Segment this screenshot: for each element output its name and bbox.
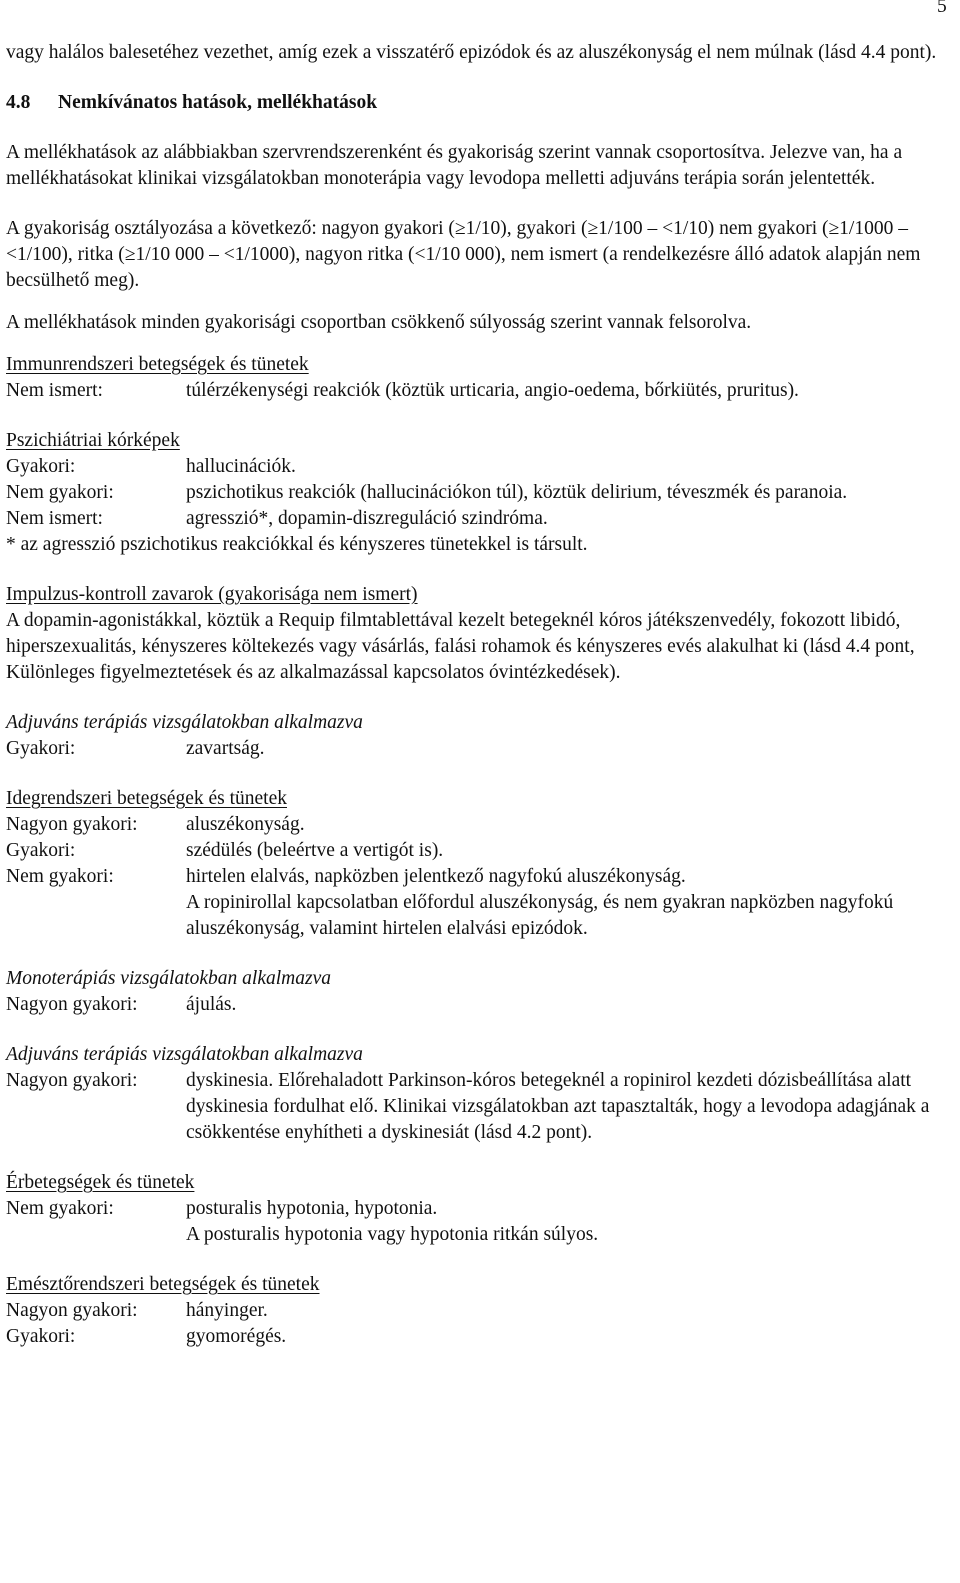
vascular-row [6,1196,954,1222]
frequency-label: Gyakori: [6,840,76,861]
vascular-heading: Érbetegségek és tünetek [6,1172,195,1193]
grouping-paragraph: A mellékhatások az alábbiakban szervrendszerenként és gyakoriság szerint vannak csoportosítva. Jelezve van, ha a mellékhatásokat klinikai vizsgálatokban monoterápia vagy levodopa melletti adjuváns terápia során jelentették. [6,142,903,189]
monotherapy-heading: Monoterápiás vizsgálatokban alkalmazva [6,968,331,989]
reaction-text: gyomorégés. [186,1326,287,1347]
nervous-row [6,812,954,838]
psych-footnote: * az agresszió pszichotikus reakciókkal és kényszeres tünetekkel is társult. [6,534,588,555]
frequency-label: Nagyon gyakori: [6,1070,138,1091]
section-heading [6,90,954,116]
gi-row [6,1298,954,1324]
document-body [6,40,954,1350]
frequency-label: Gyakori: [6,456,76,477]
page-number: 5 [937,0,947,17]
frequency-paragraph: A gyakoriság osztályozása a következő: nagyon gyakori (≥1/10), gyakori (≥1/100 – <1/10) nem gyakori (≥1/1000 – <1/100), ritka (≥1/10 000 – <1/1000), nagyon ritka (<1/10 000), nem ismert (a rendelkezésre álló adatok alapján nem becsülhető meg). [6,218,921,291]
reaction-text: túlérzékenységi reakciók (köztük urticaria, angio-oedema, bőrkiütés, pruritus). [186,380,799,401]
reaction-text: ájulás. [186,994,237,1015]
gi-row [6,1324,954,1350]
gi-heading: Emésztőrendszeri betegségek és tünetek [6,1274,320,1295]
immune-row [6,378,954,404]
frequency-label: Nem ismert: [6,508,103,529]
frequency-label: Gyakori: [6,738,76,759]
frequency-label: Nem gyakori: [6,1198,114,1219]
section-title: Nemkívánatos hatások, mellékhatások [58,92,378,113]
reaction-text: hallucinációk. [186,456,296,477]
reaction-text: agresszió*, dopamin-diszreguláció szindróma. [186,508,548,529]
vascular-note-row [6,1222,954,1248]
psych-row [6,454,954,480]
nervous-heading: Idegrendszeri betegségek és tünetek [6,788,287,809]
frequency-label: Nem gyakori: [6,866,114,887]
nervous-row [6,838,954,864]
immune-heading: Immunrendszeri betegségek és tünetek [6,354,309,375]
psych-heading: Pszichiátriai kórképek [6,430,180,451]
frequency-label: Nagyon gyakori: [6,1300,138,1321]
adjuvant-row [6,1068,954,1146]
psych-row [6,506,954,532]
nervous-row [6,864,954,890]
reaction-text: aluszékonyság. [186,814,305,835]
nervous-note: A ropinirollal kapcsolatban előfordul aluszékonyság, és nem gyakran napközben nagyfokú aluszékonyság, valamint hirtelen elalvási epizódok. [186,892,894,939]
section-number: 4.8 [6,92,31,113]
frequency-label: Nem ismert: [6,380,103,401]
adjuvant-row [6,736,954,762]
vascular-note: A posturalis hypotonia vagy hypotonia ritkán súlyos. [186,1224,599,1245]
severity-paragraph: A mellékhatások minden gyakorisági csoportban csökkenő súlyosság szerint vannak felsorolva. [6,312,752,333]
adjuvant-heading: Adjuváns terápiás vizsgálatokban alkalmazva [6,712,363,733]
nervous-note-row [6,890,954,942]
reaction-text: dyskinesia. Előrehaladott Parkinson-kóros betegeknél a ropinirol kezdeti dózisbeállítása alatt dyskinesia fordulhat elő. Klinikai vizsgálatokban azt tapasztalták, hogy a levodopa adagjának a csökkentése enyhítheti a dyskinesiát (lásd 4.2 pont). [186,1070,930,1143]
reaction-text: szédülés (beleértve a vertigót is). [186,840,444,861]
impulse-text: A dopamin-agonistákkal, köztük a Requip filmtablettával kezelt betegeknél kóros játékszenvedély, fokozott libidó, hiperszexualitás, kényszeres költekezés vagy vásárlás, falási rohamok és kényszeres evés alakulhat ki (lásd 4.4 pont, Különleges figyelmeztetések és az alkalmazással kapcsolatos óvintézkedések). [6,610,915,683]
impulse-heading: Impulzus-kontroll zavarok (gyakorisága nem ismert) [6,584,418,605]
psych-row [6,480,954,506]
reaction-text: hányinger. [186,1300,268,1321]
frequency-label: Nagyon gyakori: [6,994,138,1015]
reaction-text: zavartság. [186,738,265,759]
adjuvant-heading-2: Adjuváns terápiás vizsgálatokban alkalmazva [6,1044,363,1065]
reaction-text: hirtelen elalvás, napközben jelentkező nagyfokú aluszékonyság. [186,866,686,887]
intro-paragraph: vagy halálos balesetéhez vezethet, amíg ezek a visszatérő epizódok és az aluszékonyság el nem múlnak (lásd 4.4 pont). [6,42,937,63]
reaction-text: posturalis hypotonia, hypotonia. [186,1198,438,1219]
frequency-label: Nagyon gyakori: [6,814,138,835]
monotherapy-row [6,992,954,1018]
frequency-label: Nem gyakori: [6,482,114,503]
reaction-text: pszichotikus reakciók (hallucinációkon túl), köztük delirium, téveszmék és paranoia. [186,482,848,503]
frequency-label: Gyakori: [6,1326,76,1347]
